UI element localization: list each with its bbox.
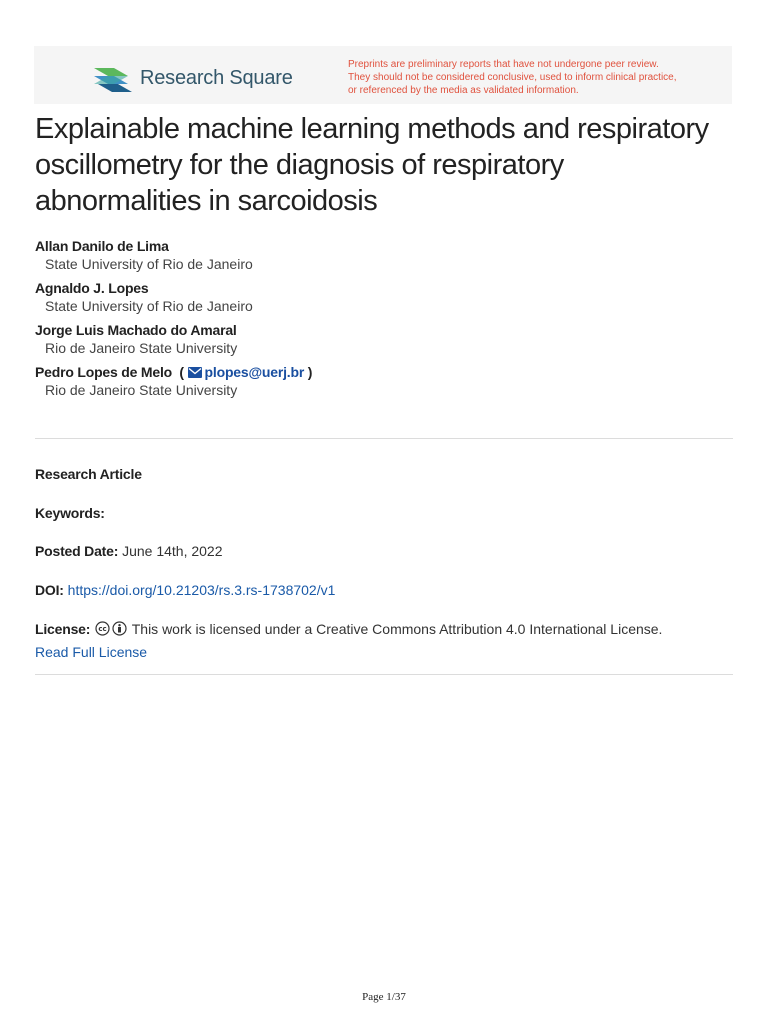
disclaimer-line: Preprints are preliminary reports that have not undergone peer review. (348, 59, 659, 70)
envelope-icon (188, 367, 202, 378)
author-item (35, 238, 735, 273)
author-item (35, 364, 735, 399)
author-name: Agnaldo J. Lopes (35, 280, 149, 296)
author-affiliation: State University of Rio de Janeiro (45, 298, 253, 314)
keywords (35, 504, 105, 522)
preprint-disclaimer (348, 58, 718, 97)
author-item (35, 280, 735, 315)
posted-date-label: Posted Date: (35, 543, 119, 559)
author-affiliation: Rio de Janeiro State University (45, 382, 238, 398)
author-name: Jorge Luis Machado do Amaral (35, 322, 237, 338)
svg-text:cc: cc (98, 625, 107, 634)
paper-title: Explainable machine learning methods and respiratory oscillometry for the diagnosis of respiratory abnormalities in sarcoidosis (35, 113, 709, 217)
article-type-label: Research Article (35, 466, 142, 482)
research-square-logo-icon (94, 64, 132, 92)
cc-by-icon (112, 621, 127, 636)
disclaimer-line: They should not be considered conclusive, used to inform clinical practice, (348, 72, 677, 83)
article-type (35, 465, 142, 483)
keywords-label: Keywords: (35, 505, 105, 521)
doi-label: DOI: (35, 582, 64, 598)
author-list (35, 238, 735, 406)
email-wrapper: ( plopes@uerj.br ) (175, 364, 313, 380)
posted-date-value: June 14th, 2022 (122, 543, 223, 559)
author-affiliation: State University of Rio de Janeiro (45, 256, 253, 272)
author-affiliation: Rio de Janeiro State University (45, 340, 238, 356)
corresponding-author (35, 364, 735, 381)
author-item (35, 322, 735, 357)
posted-date (35, 542, 223, 560)
license (35, 620, 735, 661)
author-name: Allan Danilo de Lima (35, 238, 169, 254)
read-full-license-link[interactable]: Read Full License (35, 644, 148, 660)
doi-link[interactable]: https://doi.org/10.21203/rs.3.rs-1738702/v1 (67, 582, 336, 598)
divider (35, 674, 733, 675)
author-name: Pedro Lopes de Melo (35, 364, 172, 380)
divider (35, 438, 733, 439)
research-square-logo[interactable] (94, 64, 293, 92)
doi (35, 581, 335, 599)
author-email-link[interactable]: plopes@uerj.br (204, 364, 305, 380)
disclaimer-line: or referenced by the media as validated information. (348, 85, 579, 96)
preprint-banner (34, 46, 732, 104)
license-text: This work is licensed under a Creative Commons Attribution 4.0 International License. (131, 621, 663, 637)
logo-text: Research Square (140, 66, 293, 89)
license-label: License: (35, 621, 91, 637)
cc-icon (95, 621, 110, 636)
page-number: Page 1/37 (362, 991, 406, 1003)
